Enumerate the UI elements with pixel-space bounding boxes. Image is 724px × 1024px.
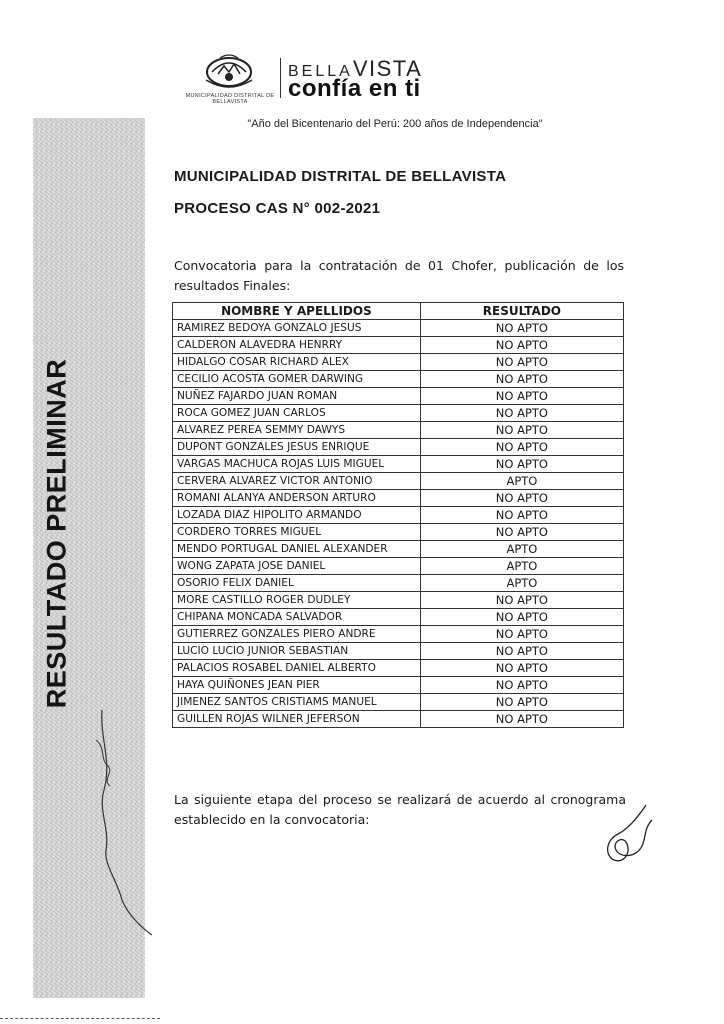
candidate-result: NO APTO [420, 439, 623, 456]
document-title: MUNICIPALIDAD DISTRITAL DE BELLAVISTA [174, 168, 507, 185]
signature-icon [596, 800, 666, 870]
table-row [173, 473, 624, 490]
candidate-name: WONG ZAPATA JOSE DANIEL [173, 558, 421, 575]
candidate-name: CHIPANA MONCADA SALVADOR [173, 609, 421, 626]
candidate-name: PALACIOS ROSABEL DANIEL ALBERTO [173, 660, 421, 677]
table-row [173, 507, 624, 524]
process-number: PROCESO CAS N° 002-2021 [174, 200, 381, 217]
candidate-name: OSORIO FELIX DANIEL [173, 575, 421, 592]
table-row [173, 558, 624, 575]
candidate-result: NO APTO [420, 694, 623, 711]
table-row [173, 575, 624, 592]
candidate-name: LUCIO LUCIO JUNIOR SEBASTIAN [173, 643, 421, 660]
table-row [173, 609, 624, 626]
candidate-name: MORE CASTILLO ROGER DUDLEY [173, 592, 421, 609]
table-row [173, 626, 624, 643]
table-row [173, 524, 624, 541]
candidate-name: GUILLEN ROJAS WILNER JEFERSON [173, 711, 421, 728]
candidate-result: APTO [420, 575, 623, 592]
table-row [173, 711, 624, 728]
table-row [173, 592, 624, 609]
candidate-result: APTO [420, 473, 623, 490]
table-header-row [173, 303, 624, 320]
header-result: RESULTADO [420, 303, 623, 320]
table-row [173, 388, 624, 405]
logo-subtext: MUNICIPALIDAD DISTRITAL DE BELLAVISTA [185, 93, 275, 105]
candidate-name: ALVAREZ PEREA SEMMY DAWYS [173, 422, 421, 439]
candidate-name: DUPONT GONZALES JESUS ENRIQUE [173, 439, 421, 456]
candidate-name: JIMENEZ SANTOS CRISTIAMS MANUEL [173, 694, 421, 711]
candidate-result: NO APTO [420, 592, 623, 609]
municipal-emblem-icon [200, 50, 258, 92]
table-row [173, 660, 624, 677]
candidate-result: APTO [420, 541, 623, 558]
candidate-result: NO APTO [420, 405, 623, 422]
candidate-result: NO APTO [420, 660, 623, 677]
scan-edge-line [0, 1018, 160, 1020]
candidate-name: CERVERA ALVAREZ VICTOR ANTONIO [173, 473, 421, 490]
candidate-result: NO APTO [420, 490, 623, 507]
candidate-name: CECILIO ACOSTA GOMER DARWING [173, 371, 421, 388]
candidate-name: GUTIERREZ GONZALES PIERO ANDRE [173, 626, 421, 643]
closing-paragraph: La siguiente etapa del proceso se realizará de acuerdo al cronograma establecido en la convocatoria: [174, 792, 626, 827]
brand-prefix: BELLA [288, 63, 353, 80]
table-row [173, 354, 624, 371]
candidate-name: CALDERON ALAVEDRA HENRRY [173, 337, 421, 354]
header-name: NOMBRE Y APELLIDOS [173, 303, 421, 320]
candidate-result: NO APTO [420, 677, 623, 694]
table-row [173, 337, 624, 354]
candidate-result: NO APTO [420, 320, 623, 337]
table-row [173, 490, 624, 507]
logo-divider [280, 58, 281, 98]
candidate-result: NO APTO [420, 711, 623, 728]
candidate-result: NO APTO [420, 388, 623, 405]
candidate-result: NO APTO [420, 524, 623, 541]
brand-suffix: VISTA [352, 56, 423, 81]
preliminary-result-stamp [41, 358, 73, 708]
candidate-result: NO APTO [420, 609, 623, 626]
candidate-result: APTO [420, 558, 623, 575]
candidate-name: ROCA GOMEZ JUAN CARLOS [173, 405, 421, 422]
candidate-name: CORDERO TORRES MIGUEL [173, 524, 421, 541]
intro-paragraph: Convocatoria para la contratación de 01 Chofer, publicación de los resultados Finales: [174, 258, 624, 293]
candidate-result: NO APTO [420, 422, 623, 439]
candidate-result: NO APTO [420, 354, 623, 371]
table-row [173, 371, 624, 388]
candidate-name: HIDALGO COSAR RICHARD ALEX [173, 354, 421, 371]
table-row [173, 694, 624, 711]
table-row [173, 643, 624, 660]
margin-signature-icon [82, 700, 172, 940]
brand-tagline: confía en ti [288, 75, 421, 102]
stamp-text: RESULTADO PRELIMINAR [41, 358, 72, 708]
candidate-result: NO APTO [420, 371, 623, 388]
table-row [173, 456, 624, 473]
table-row [173, 541, 624, 558]
candidate-name: VARGAS MACHUCA ROJAS LUIS MIGUEL [173, 456, 421, 473]
candidate-name: LOZADA DIAZ HIPOLITO ARMANDO [173, 507, 421, 524]
candidate-result: NO APTO [420, 456, 623, 473]
candidate-name: HAYA QUIÑONES JEAN PIER [173, 677, 421, 694]
candidate-name: RAMIREZ BEDOYA GONZALO JESUS [173, 320, 421, 337]
table-row [173, 439, 624, 456]
table-row [173, 422, 624, 439]
results-table [172, 302, 624, 728]
candidate-name: ROMANI ALANYA ANDERSON ARTURO [173, 490, 421, 507]
candidate-result: NO APTO [420, 507, 623, 524]
candidate-result: NO APTO [420, 337, 623, 354]
candidate-name: MENDO PORTUGAL DANIEL ALEXANDER [173, 541, 421, 558]
candidate-name: NUÑEZ FAJARDO JUAN ROMAN [173, 388, 421, 405]
candidate-result: NO APTO [420, 643, 623, 660]
year-motto: "Año del Bicentenario del Perú: 200 años de Independencia" [247, 118, 543, 130]
candidate-result: NO APTO [420, 626, 623, 643]
table-row [173, 320, 624, 337]
table-row [173, 677, 624, 694]
table-row [173, 405, 624, 422]
